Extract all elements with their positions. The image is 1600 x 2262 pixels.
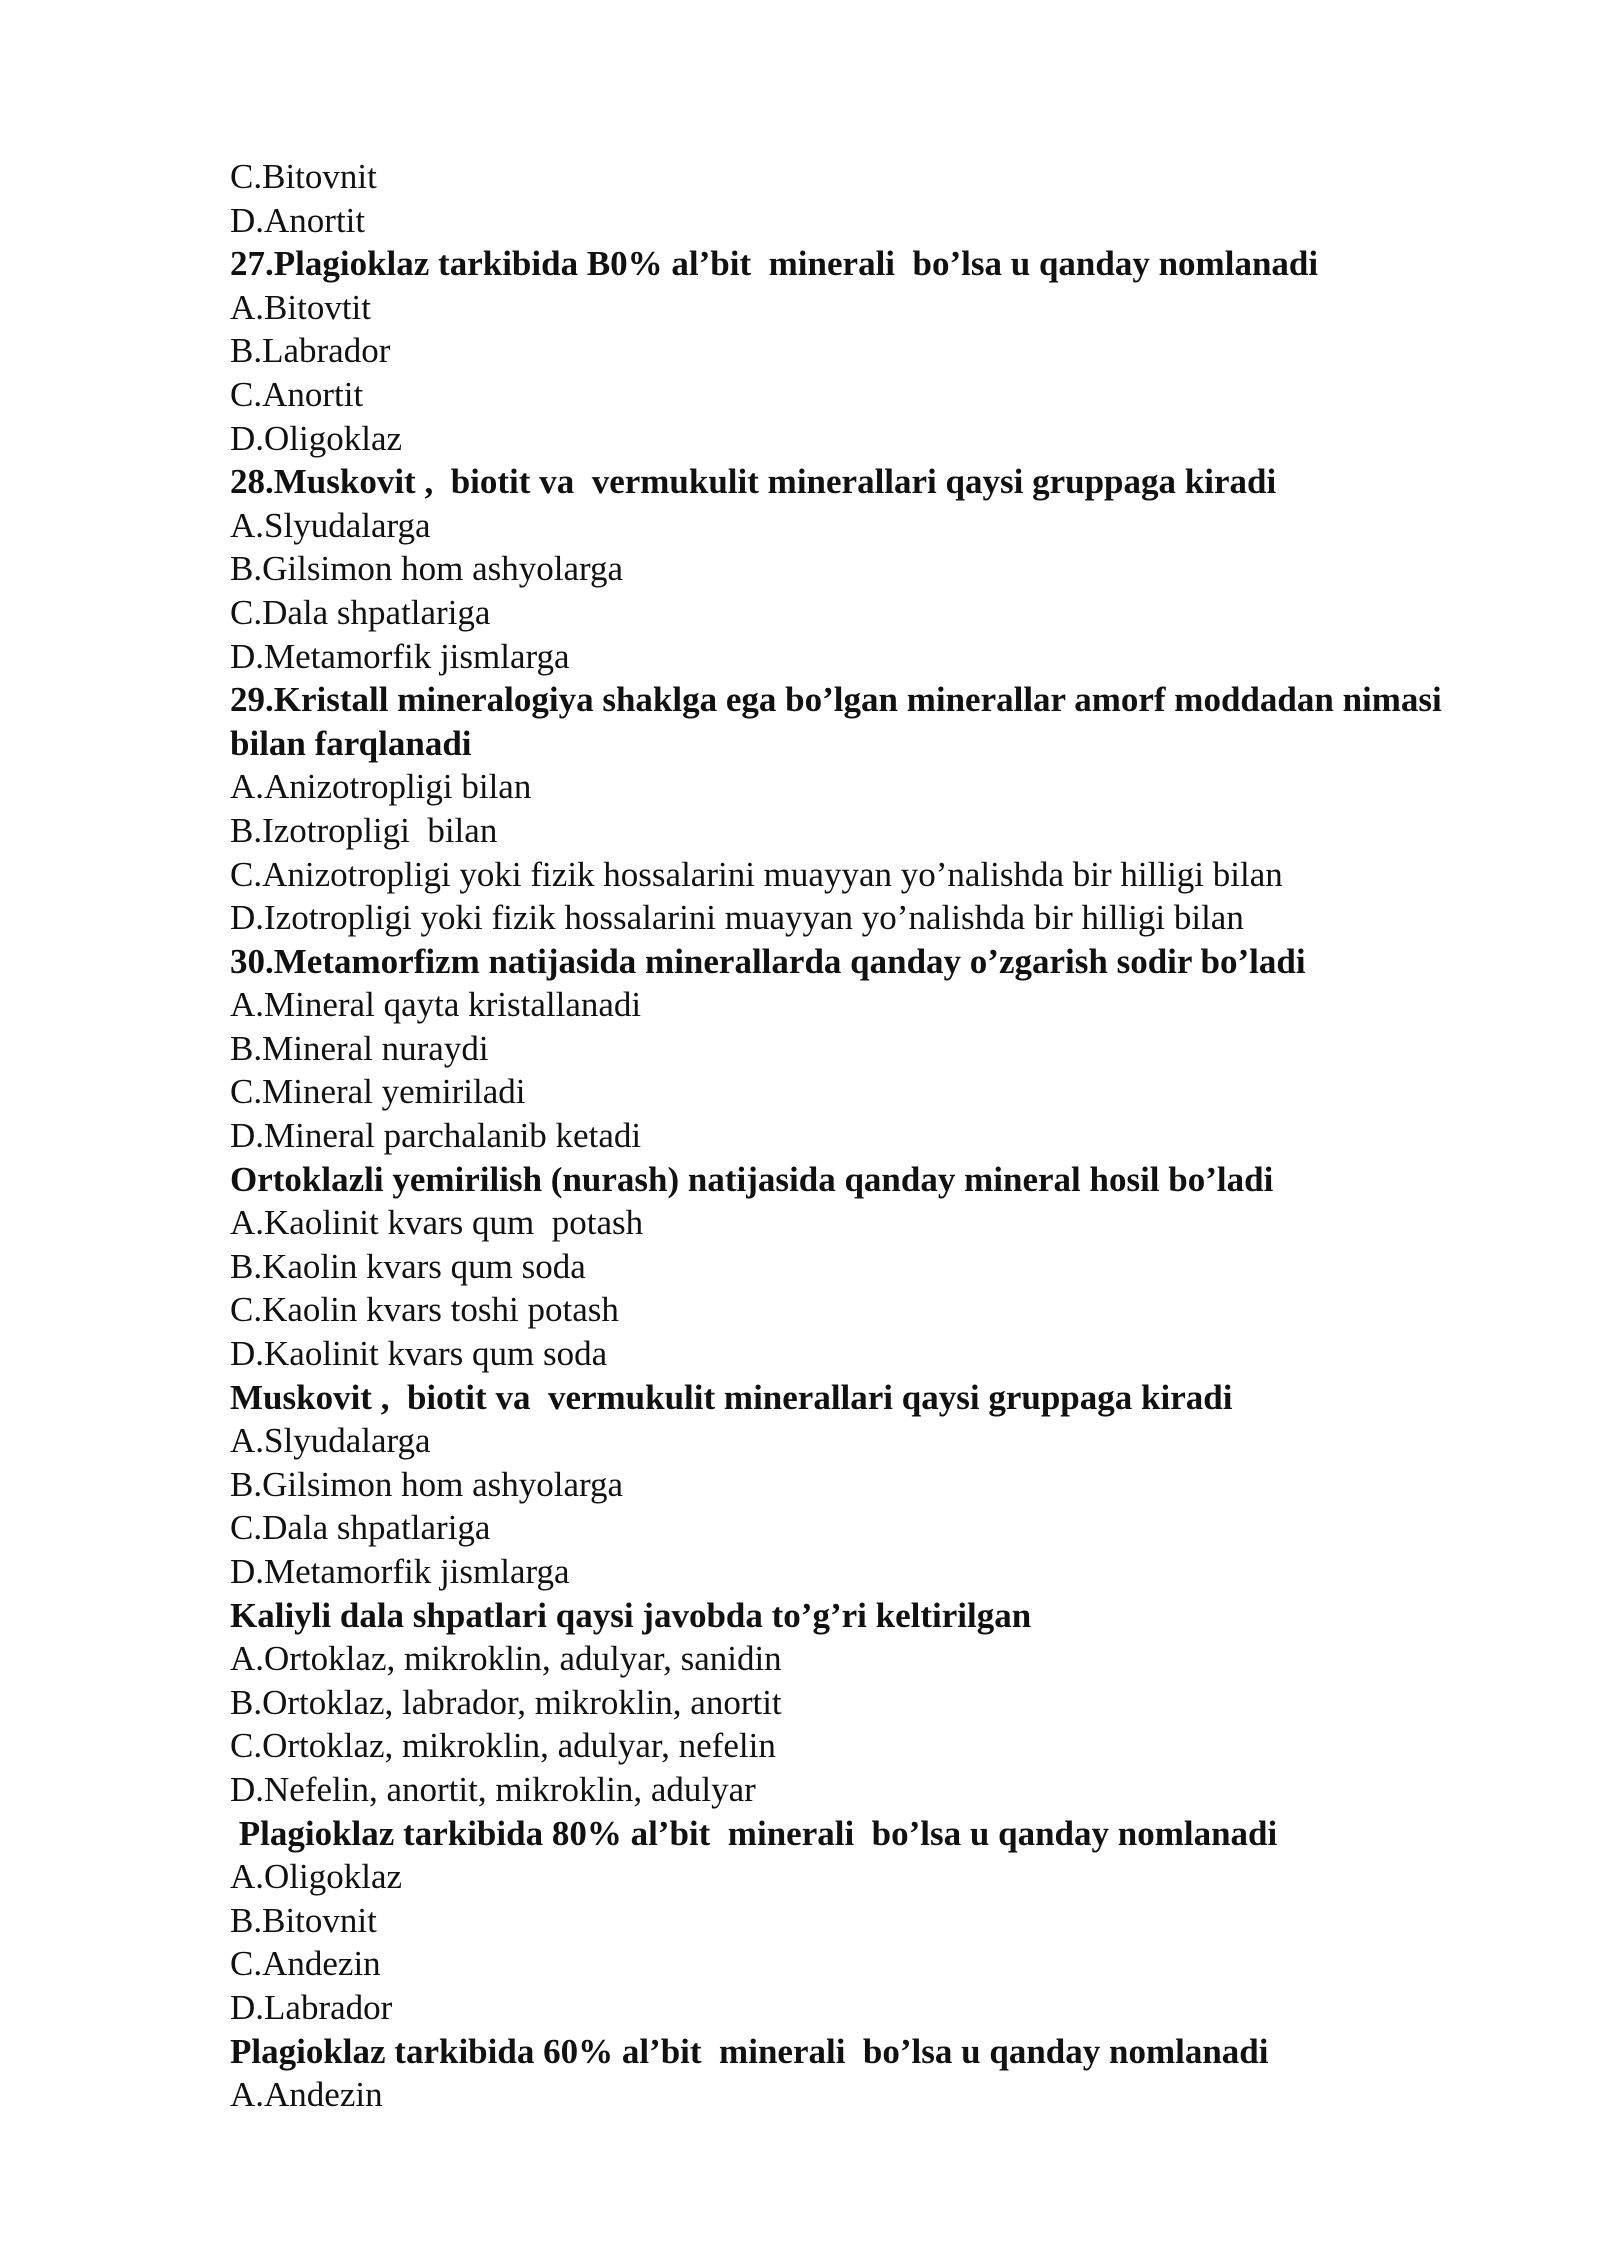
- answer-option: A.Kaolinit kvars qum potash: [230, 1203, 644, 1243]
- answer-option: B.Kaolin kvars qum soda: [230, 1246, 586, 1286]
- answer-option: D.Anortit: [230, 200, 366, 240]
- answer-option: D.Nefelin, anortit, mikroklin, adulyar: [230, 1769, 756, 1809]
- question-plagioklaz-80: Plagioklaz tarkibida 80% al’bit minerali bo’lsa u qanday nomlanadi: [230, 1813, 1278, 1853]
- document-page: [230, 155, 1530, 2117]
- question-28: 28.Muskovit , biotit va vermukulit minerallari qaysi gruppaga kiradi: [230, 462, 1277, 502]
- answer-option: A.Slyudalarga: [230, 1421, 431, 1461]
- answer-option: D.Mineral parchalanib ketadi: [230, 1116, 642, 1156]
- answer-option: A.Andezin: [230, 2075, 383, 2115]
- answer-option: A.Mineral qayta kristallanadi: [230, 985, 642, 1025]
- question-30: 30.Metamorfizm natijasida minerallarda qanday o’zgarish sodir bo’ladi: [230, 941, 1306, 981]
- answer-option: C.Andezin: [230, 1944, 381, 1984]
- answer-option: C.Bitovnit: [230, 157, 377, 196]
- answer-option: C.Dala shpatlariga: [230, 592, 491, 632]
- answer-option: C.Ortoklaz, mikroklin, adulyar, nefelin: [230, 1726, 776, 1766]
- answer-option: D.Oligoklaz: [230, 418, 403, 458]
- answer-option: C.Dala shpatlariga: [230, 1508, 491, 1548]
- answer-option: D.Kaolinit kvars qum soda: [230, 1334, 608, 1374]
- answer-option: D.Metamorfik jismlarga: [230, 636, 570, 676]
- answer-option: B.Gilsimon hom ashyolarga: [230, 1464, 624, 1504]
- answer-option: A.Bitovtit: [230, 287, 371, 327]
- answer-option: B.Gilsimon hom ashyolarga: [230, 549, 624, 589]
- answer-option: B.Izotropligi bilan: [230, 810, 498, 850]
- answer-option: A.Oligoklaz: [230, 1857, 403, 1897]
- answer-option: C.Kaolin kvars toshi potash: [230, 1290, 619, 1330]
- answer-option: B.Labrador: [230, 331, 391, 371]
- answer-option: D.Metamorfik jismlarga: [230, 1552, 570, 1591]
- answer-option: B.Bitovnit: [230, 1900, 377, 1940]
- question-29: 29.Kristall mineralogiya shaklga ega bo’lgan minerallar amorf moddadan nimasi bilan farqlanadi: [230, 680, 1442, 763]
- answer-option: A.Ortoklaz, mikroklin, adulyar, sanidin: [230, 1639, 782, 1679]
- question-plagioklaz-60: Plagioklaz tarkibida 60% al’bit minerali bo’lsa u qanday nomlanadi: [230, 2031, 1269, 2071]
- question-muskovit: Muskovit , biotit va vermukulit minerallari qaysi gruppaga kiradi: [230, 1377, 1233, 1417]
- answer-option: B.Mineral nuraydi: [230, 1028, 489, 1068]
- answer-option: A.Slyudalarga: [230, 505, 431, 545]
- answer-option: A.Anizotropligi bilan: [230, 767, 532, 807]
- question-kaliyli: Kaliyli dala shpatlari qaysi javobda to’g’ri keltirilgan: [230, 1595, 1032, 1635]
- question-ortoklaz: Ortoklazli yemirilish (nurash) natijasida qanday mineral hosil bo’ladi: [230, 1159, 1274, 1199]
- answer-option: C.Anizotropligi yoki fizik hossalarini muayyan yo’nalishda bir hilligi bilan: [230, 854, 1283, 894]
- answer-option: C.Mineral yemiriladi: [230, 1072, 526, 1112]
- answer-option: C.Anortit: [230, 374, 364, 414]
- answer-option: D.Izotropligi yoki fizik hossalarini muayyan yo’nalishda bir hilligi bilan: [230, 898, 1244, 938]
- question-27: 27.Plagioklaz tarkibida B0% al’bit minerali bo’lsa u qanday nomlanadi: [230, 244, 1319, 284]
- answer-option: B.Ortoklaz, labrador, mikroklin, anortit: [230, 1682, 782, 1722]
- answer-option: D.Labrador: [230, 1987, 393, 2027]
